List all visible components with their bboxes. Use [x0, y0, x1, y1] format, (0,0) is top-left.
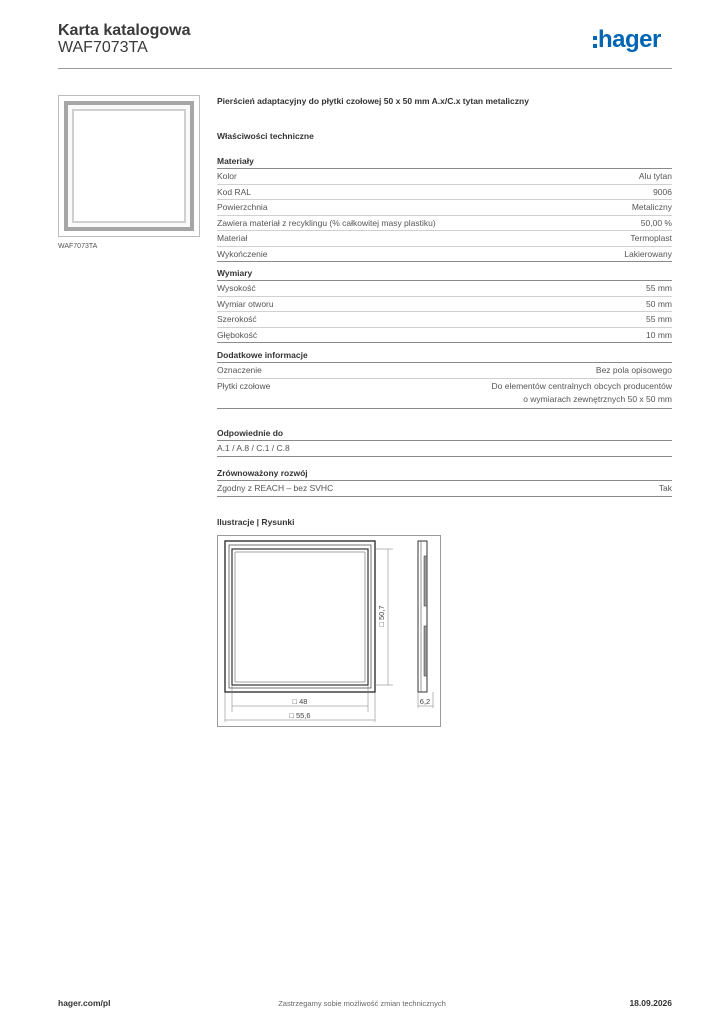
row-label: Wysokość — [217, 283, 256, 293]
row-label: Materiał — [217, 233, 248, 243]
table-row — [217, 441, 672, 457]
table-row — [217, 281, 672, 297]
extra-info-title: Dodatkowe informacje — [217, 350, 672, 363]
document-title: Karta katalogowa — [58, 22, 191, 39]
dim-label-depth: 6,2 — [419, 697, 431, 706]
product-title: Pierścień adaptacyjny do płytki czołowej 50 x 50 mm A.x/C.x tytan metaliczny — [217, 96, 529, 106]
row-value-line2: o wymiarach zewnętrznych 50 x 50 mm — [523, 393, 672, 404]
side-clip-top — [424, 556, 427, 606]
row-value: 55 mm — [646, 314, 672, 324]
row-value-line1: Do elementów centralnych obcych producentów — [491, 380, 672, 391]
table-row — [217, 363, 672, 379]
table-row — [217, 231, 672, 247]
product-code: WAF7073TA — [58, 39, 148, 56]
side-clip-bottom — [424, 626, 427, 676]
row-value: Termoplast — [630, 233, 672, 243]
row-label: Kolor — [217, 171, 237, 181]
illustrations-title: Ilustracje | Rysunki — [217, 517, 295, 527]
logo-dot-icon — [593, 36, 597, 40]
table-row — [217, 169, 672, 185]
frame-outer-edge — [225, 541, 375, 692]
product-thumbnail — [58, 95, 200, 237]
table-row — [217, 297, 672, 313]
row-value: 9006 — [653, 186, 672, 197]
materials-title: Materiały — [217, 156, 672, 169]
footer-date: 18.09.2026 — [629, 998, 672, 1008]
materials-table — [217, 156, 672, 262]
table-row — [217, 200, 672, 216]
row-label: Wymiar otworu — [217, 298, 274, 309]
table-row — [217, 247, 672, 263]
header-divider — [58, 68, 672, 69]
table-row — [217, 185, 672, 201]
row-label: Zgodny z REACH – bez SVHC — [217, 483, 334, 493]
row-value: Tak — [658, 483, 672, 493]
logo-dot-icon — [593, 44, 597, 48]
table-row — [217, 216, 672, 232]
frame-opening-inner — [235, 552, 365, 682]
dimensions-title: Wymiary — [217, 268, 672, 281]
dim-label-inner: □ 48 — [292, 697, 308, 706]
row-value: 55 mm — [646, 283, 672, 293]
row-label: Oznaczenie — [217, 365, 262, 375]
row-label: Płytki czołowe — [217, 380, 271, 391]
section-technical: Właściwości techniczne — [217, 131, 314, 141]
sustain-title: Zrównoważony rozwój — [217, 468, 672, 481]
row-label: Głębokość — [217, 329, 258, 340]
row-value: 10 mm — [646, 329, 672, 340]
technical-drawing — [217, 535, 441, 727]
frame-outer — [64, 101, 194, 231]
row-label: Szerokość — [217, 314, 257, 324]
frame-outer-inner-edge — [229, 545, 371, 688]
dimensions-table — [217, 268, 672, 343]
row-label: Powierzchnia — [217, 202, 268, 212]
frame-opening-edge — [232, 549, 368, 685]
table-row — [217, 312, 672, 328]
logo-text: hager — [598, 26, 661, 53]
dim-label-height: □ 50,7 — [377, 605, 386, 627]
row-value: Metaliczny — [631, 202, 672, 212]
table-row — [217, 328, 672, 344]
table-row — [217, 481, 672, 497]
row-value: Bez pola opisowego — [595, 365, 672, 375]
sustain-table — [217, 468, 672, 497]
table-row — [217, 379, 672, 409]
footer-website-link[interactable]: hager.com/pl — [58, 998, 111, 1008]
row-value: Alu tytan — [638, 171, 672, 181]
dim-label-outer: □ 55,6 — [289, 711, 311, 720]
row-value: Lakierowany — [624, 248, 672, 259]
row-value: 50,00 % — [640, 217, 672, 228]
drawing-svg — [218, 536, 440, 726]
extra-info-table — [217, 350, 672, 409]
row-label: A.1 / A.8 / C.1 / C.8 — [217, 443, 290, 453]
footer-disclaimer: Zastrzegamy sobie możliwość zmian technicznych — [278, 999, 446, 1008]
compat-table — [217, 428, 672, 457]
row-value — [492, 380, 673, 408]
row-label: Kod RAL — [217, 186, 252, 197]
row-value: 50 mm — [646, 298, 672, 309]
row-label: Wykończenie — [217, 248, 268, 259]
frame-inner — [72, 109, 186, 223]
row-label: Zawiera materiał z recyklingu (% całkowitej masy plastiku) — [217, 217, 436, 228]
thumbnail-caption: WAF7073TA — [58, 243, 98, 250]
compat-title: Odpowiednie do — [217, 428, 672, 441]
